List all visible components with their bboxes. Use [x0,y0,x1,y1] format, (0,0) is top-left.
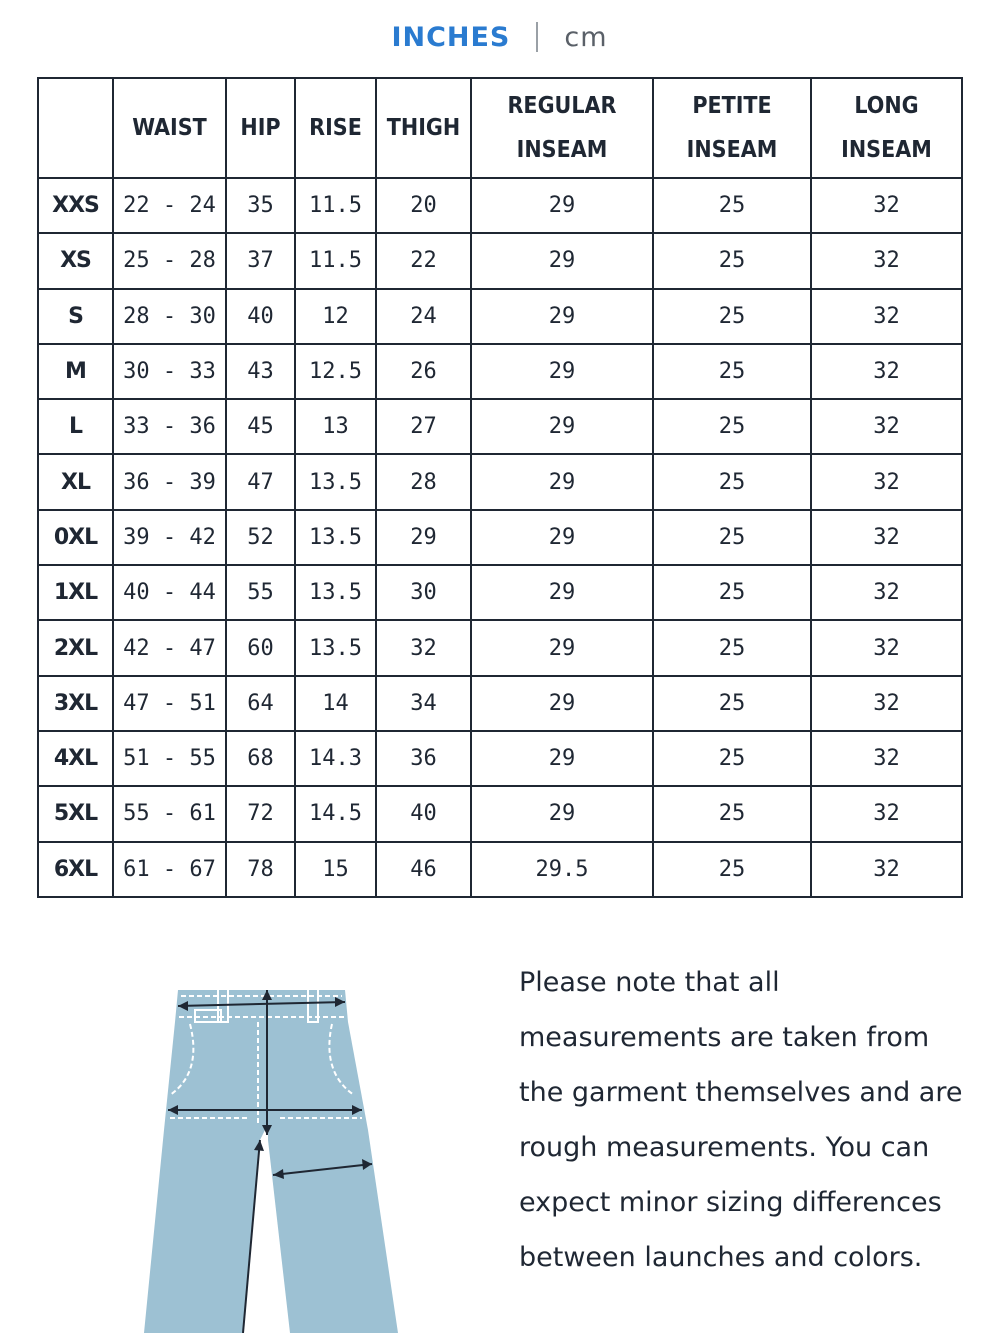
table-cell: 11.5 [295,178,376,233]
header-corner [38,78,113,178]
table-cell: 13 [295,399,376,454]
table-cell: 32 [811,344,962,399]
unit-cm-tab[interactable]: cm [564,21,608,53]
table-cell: 36 [376,731,471,786]
table-row [38,289,962,344]
table-cell: 32 [811,676,962,731]
size-label: 3XL [38,676,113,731]
size-label: 4XL [38,731,113,786]
size-label: 2XL [38,620,113,675]
table-cell: 25 - 28 [113,233,226,288]
table-cell: 12 [295,289,376,344]
table-cell: 25 [653,454,811,509]
table-cell: 40 - 44 [113,565,226,620]
table-cell: 13.5 [295,510,376,565]
unit-inches-tab[interactable]: INCHES [391,21,511,53]
table-cell: 29 [471,731,653,786]
table-cell: 47 [226,454,295,509]
column-header [653,78,811,178]
column-header-text: INSEAM [841,137,932,163]
table-header-row [38,78,962,178]
table-row [38,842,962,897]
table-cell: 33 - 36 [113,399,226,454]
table-row [38,786,962,841]
table-cell: 14 [295,676,376,731]
table-cell: 29 [471,786,653,841]
size-label: XXS [38,178,113,233]
table-cell: 25 [653,786,811,841]
table-cell: 36 - 39 [113,454,226,509]
table-cell: 29 [471,233,653,288]
table-cell: 28 [376,454,471,509]
table-cell: 29 [471,344,653,399]
table-cell: 42 - 47 [113,620,226,675]
measurement-note: Please note that all measurements are taken from the garment themselves and are rough measurements. You can expect minor sizing differences between launches and colors. [519,967,963,1273]
table-cell: 68 [226,731,295,786]
size-label: S [38,289,113,344]
table-cell: 72 [226,786,295,841]
table-cell: 61 - 67 [113,842,226,897]
table-cell: 30 - 33 [113,344,226,399]
table-cell: 29 [471,178,653,233]
column-header-text: THIGH [386,115,461,141]
table-cell: 55 - 61 [113,786,226,841]
size-label: 1XL [38,565,113,620]
table-cell: 45 [226,399,295,454]
table-row [38,510,962,565]
table-cell: 39 - 42 [113,510,226,565]
column-header-text: INSEAM [516,137,608,163]
table-cell: 13.5 [295,565,376,620]
table-row [38,454,962,509]
table-cell: 25 [653,565,811,620]
table-cell: 40 [376,786,471,841]
table-cell: 29 [376,510,471,565]
table-cell: 32 [811,178,962,233]
table-cell: 26 [376,344,471,399]
table-body [38,178,962,897]
table-cell: 78 [226,842,295,897]
table-cell: 29 [471,565,653,620]
table-row [38,620,962,675]
table-cell: 25 [653,731,811,786]
table-row [38,233,962,288]
table-cell: 29 [471,289,653,344]
size-label: 0XL [38,510,113,565]
table-cell: 25 [653,289,811,344]
table-cell: 37 [226,233,295,288]
table-row [38,731,962,786]
table-row [38,676,962,731]
table-cell: 25 [653,510,811,565]
column-header [226,78,295,178]
table-cell: 30 [376,565,471,620]
table-cell: 25 [653,842,811,897]
column-header-text: PETITE [692,93,772,119]
column-header [811,78,962,178]
table-cell: 47 - 51 [113,676,226,731]
table-cell: 29 [471,620,653,675]
table-cell: 11.5 [295,233,376,288]
table-cell: 25 [653,399,811,454]
size-chart-table [37,77,963,898]
table-cell: 12.5 [295,344,376,399]
table-cell: 32 [811,786,962,841]
table-cell: 35 [226,178,295,233]
table-cell: 28 - 30 [113,289,226,344]
table-row [38,565,962,620]
table-cell: 55 [226,565,295,620]
column-header [471,78,653,178]
table-cell: 32 [811,565,962,620]
column-header-text: INSEAM [686,137,778,163]
table-cell: 32 [811,399,962,454]
table-cell: 29 [471,676,653,731]
table-cell: 34 [376,676,471,731]
table-cell: 14.5 [295,786,376,841]
size-label: XS [38,233,113,288]
table-cell: 14.3 [295,731,376,786]
table-cell: 32 [811,233,962,288]
table-cell: 25 [653,233,811,288]
table-cell: 29 [471,510,653,565]
column-header [376,78,471,178]
column-header-text: REGULAR [507,93,617,119]
size-label: L [38,399,113,454]
table-cell: 29.5 [471,842,653,897]
table-cell: 40 [226,289,295,344]
jeans-measurement-diagram-icon [140,980,400,1333]
table-cell: 25 [653,620,811,675]
column-header [295,78,376,178]
unit-toggle [0,14,999,60]
size-label: XL [38,454,113,509]
column-header-text: WAIST [132,115,207,141]
table-cell: 25 [653,344,811,399]
table-cell: 51 - 55 [113,731,226,786]
size-label: 5XL [38,786,113,841]
table-row [38,399,962,454]
table-cell: 22 [376,233,471,288]
table-cell: 60 [226,620,295,675]
table-cell: 32 [376,620,471,675]
table-cell: 46 [376,842,471,897]
table-cell: 29 [471,454,653,509]
table-cell: 32 [811,289,962,344]
column-header-text: RISE [309,115,362,141]
table-cell: 32 [811,842,962,897]
table-cell: 25 [653,178,811,233]
unit-divider [536,22,538,52]
table-cell: 43 [226,344,295,399]
table-cell: 64 [226,676,295,731]
table-cell: 15 [295,842,376,897]
table-cell: 13.5 [295,454,376,509]
table-row [38,178,962,233]
table-cell: 52 [226,510,295,565]
table-cell: 27 [376,399,471,454]
table-cell: 20 [376,178,471,233]
column-header-text: LONG [854,93,919,119]
table-cell: 24 [376,289,471,344]
table-cell: 32 [811,454,962,509]
table-cell: 32 [811,510,962,565]
column-header-text: HIP [240,115,281,141]
table-cell: 25 [653,676,811,731]
size-label: M [38,344,113,399]
table-cell: 13.5 [295,620,376,675]
table-cell: 22 - 24 [113,178,226,233]
size-label: 6XL [38,842,113,897]
table-cell: 32 [811,620,962,675]
table-cell: 29 [471,399,653,454]
column-header [113,78,226,178]
table-cell: 32 [811,731,962,786]
table-row [38,344,962,399]
